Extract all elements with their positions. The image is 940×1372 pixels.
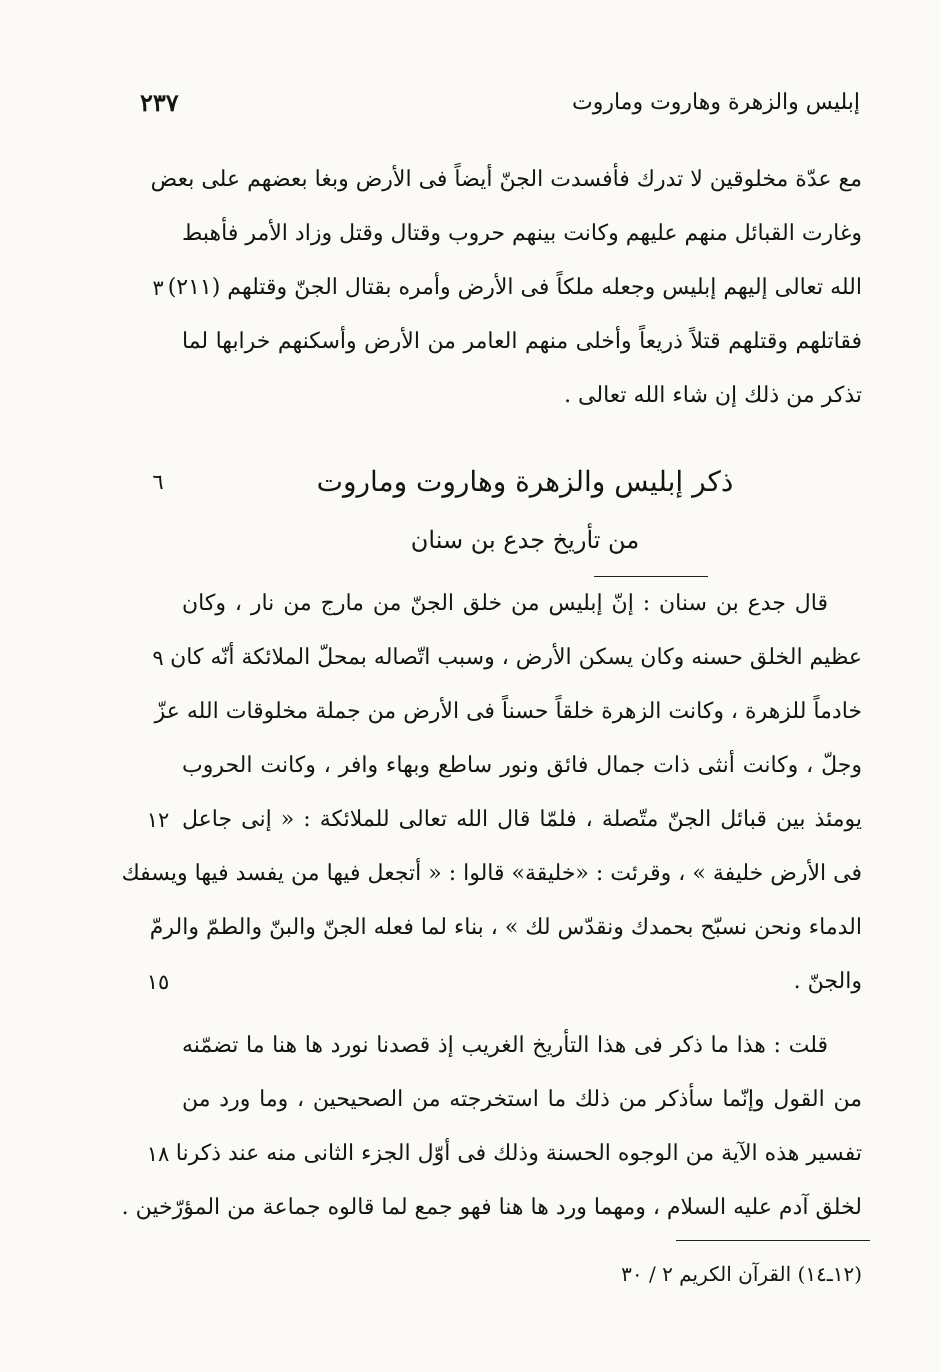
text-line: عظيم الخلق حسنه وكان يسكن الأرض ، وسبب اتّصاله بمحلّ الملائكة أنّه كان: [170, 645, 862, 670]
footnote-rule: [676, 1240, 870, 1241]
text-line: يومئذ بين قبائل الجنّ متّصلة ، فلمّا قال الله تعالى للملائكة : « إنى جاعل: [182, 807, 862, 832]
text-line: فى الأرض خليفة » ، وقرئت : «خليقة» قالوا : « أتجعل فيها من يفسد فيها ويسفك: [121, 861, 862, 886]
margin-line-number: ٩: [152, 646, 164, 670]
text-line: من القول وإنّما سأذكر من ذلك ما استخرجته من الصحيحين ، وما ورد من: [182, 1087, 862, 1112]
margin-line-number: ١٢: [146, 808, 170, 832]
margin-line-number: ٦: [152, 470, 164, 494]
text-line: وغارت القبائل منهم عليهم وكانت بينهم حروب وقتال وقتل وزاد الأمر فأهبط: [182, 221, 862, 246]
text-line: قلت : هذا ما ذكر فى هذا التأريخ الغريب إذ قصدنا نورد ها هنا ما تضمّنه: [182, 1033, 828, 1058]
margin-line-number: ٣: [152, 276, 164, 300]
text-line: مع عدّة مخلوقين لا تدرك فأفسدت الجنّ أيضاً فى الأرض وبغا بعضهم على بعض: [150, 167, 862, 192]
text-line: تفسير هذه الآية من الوجوه الحسنة وذلك فى أوّل الجزء الثانى منه عند ذكرنا: [175, 1141, 862, 1166]
text-line: وجلّ ، وكانت أنثى ذات جمال فائق ونور ساطع وبهاء وافر ، وكانت الحروب: [182, 753, 862, 778]
text-line: الله تعالى إليهم إبليس وجعله ملكاً فى الأرض وأمره بقتال الجنّ وقتلهم (٢١١): [167, 275, 862, 300]
text-line: تذكر من ذلك إن شاء الله تعالى .: [564, 383, 862, 408]
text-line: خادماً للزهرة ، وكانت الزهرة خلقاً حسناً فى الأرض من جملة مخلوقات الله عزّ: [154, 699, 862, 724]
footnote: (١٢ـ١٤) القرآن الكريم ٢ / ٣٠: [621, 1262, 862, 1286]
section-subheading: من تأريخ جدع بن سنان: [410, 526, 640, 554]
margin-line-number: ١٨: [146, 1142, 170, 1166]
text-line: قال جدع بن سنان : إنّ إبليس من خلق الجنّ من مارج من نار ، وكان: [182, 591, 828, 616]
text-line: الدماء ونحن نسبّح بحمدك ونقدّس لك » ، بناء لما فعله الجنّ والبنّ والطمّ والرمّ: [149, 915, 862, 940]
text-line: لخلق آدم عليه السلام ، ومهما ورد ها هنا فهو جمع لما قالوه جماعة من المؤرّخين .: [121, 1195, 862, 1220]
running-head: [140, 84, 860, 120]
section-heading: ذكر إبليس والزهرة وهاروت وماروت: [316, 465, 734, 498]
running-title: إبليس والزهرة وهاروت وماروت: [572, 89, 860, 115]
page-number: ٢٣٧: [140, 87, 179, 117]
text-line: فقاتلهم وقتلهم قتلاً ذريعاً وأخلى منهم العامر من الأرض وأسكنهم خرابها لما: [182, 329, 862, 354]
margin-line-number: ١٥: [146, 970, 170, 994]
text-line: والجنّ .: [793, 969, 862, 994]
quote-rule: [594, 576, 708, 577]
